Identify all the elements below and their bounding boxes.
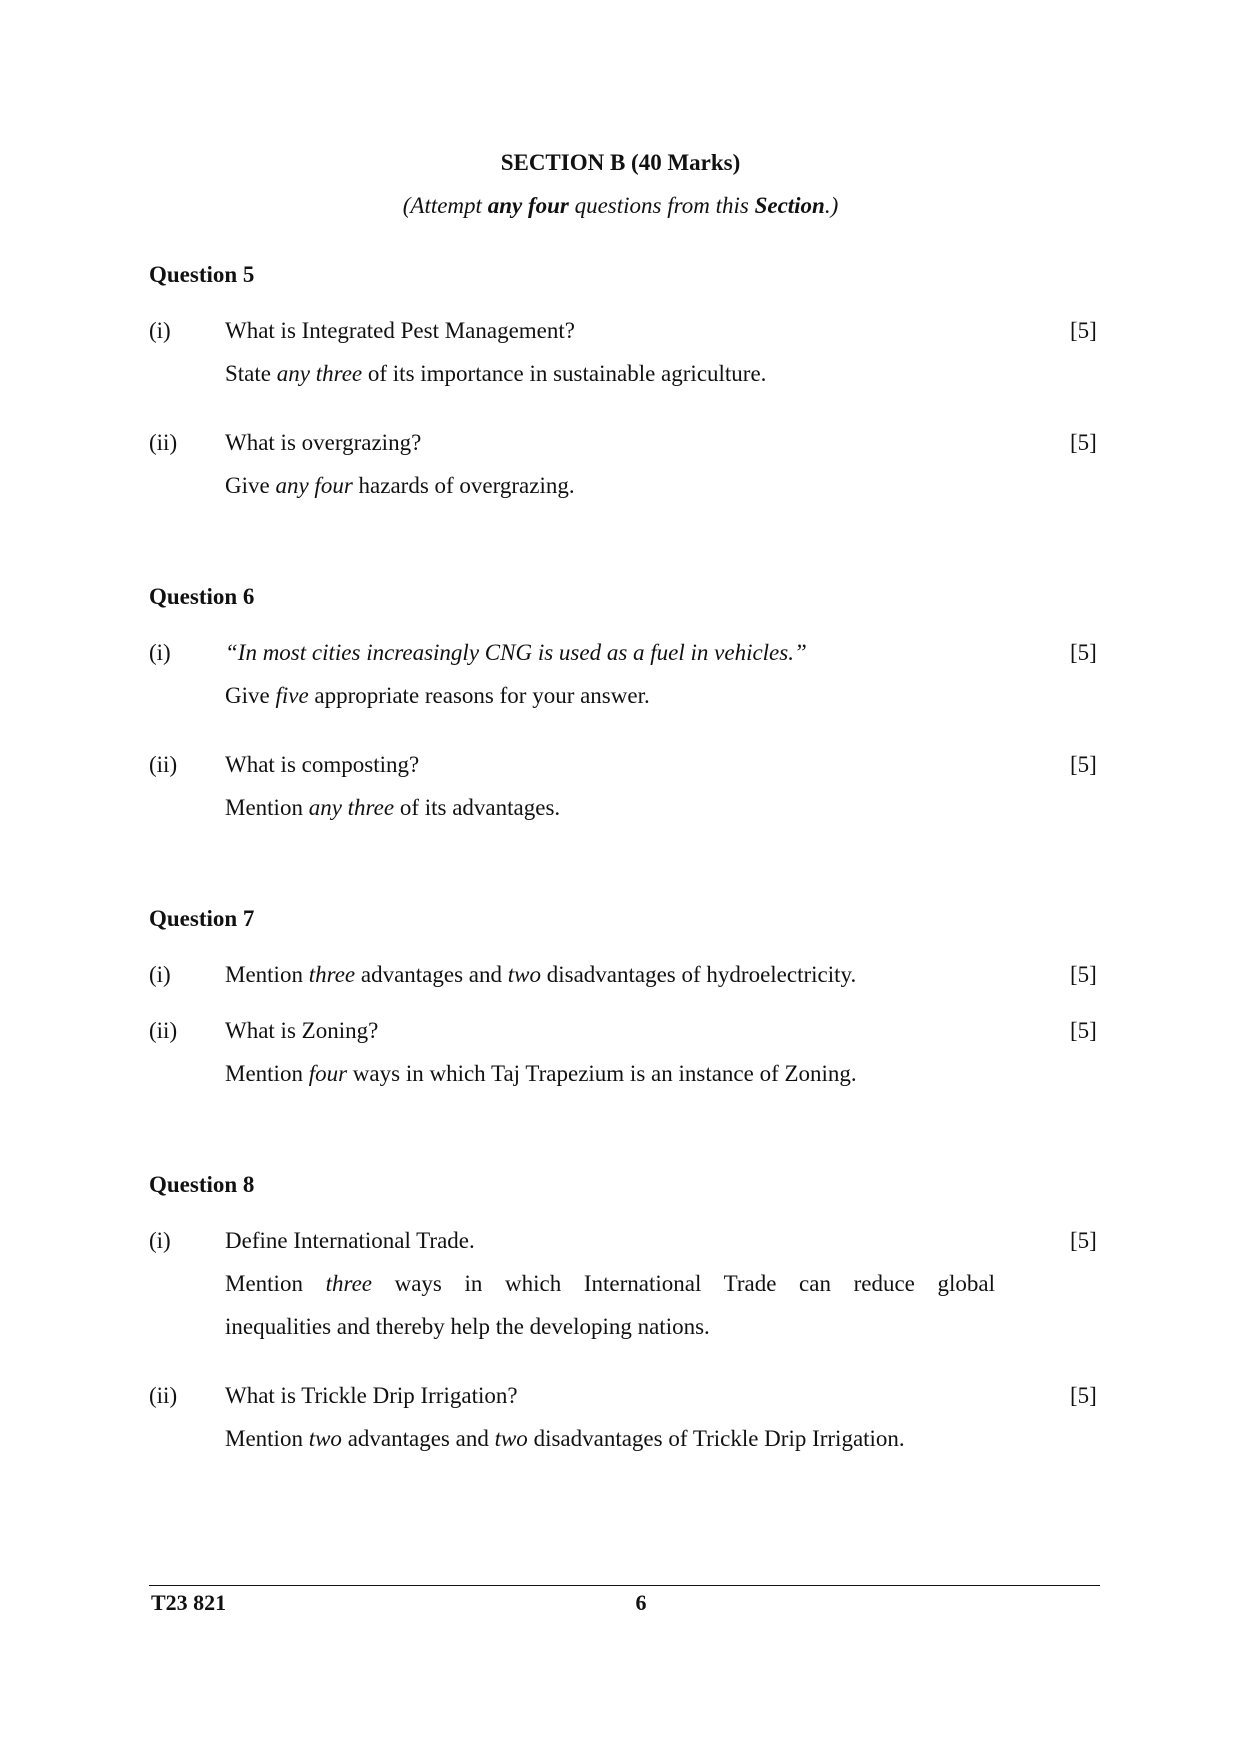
text-run: ways in which International Trade can reduce global <box>371 1271 995 1296</box>
question-8-part-i-number: (i) <box>149 1228 171 1253</box>
question-7-part-ii-marks: [5] <box>1070 1018 1097 1043</box>
text-run: Mention <box>225 1426 309 1451</box>
question-5-part-i-line-2 <box>225 361 766 387</box>
question-7-heading: Question 7 <box>149 906 255 931</box>
emphasis-run: two <box>494 1426 528 1451</box>
question-8-part-i-marks: [5] <box>1070 1228 1097 1253</box>
question-7-part-ii-line-1: What is Zoning? <box>225 1018 379 1043</box>
text-run: hazards of overgrazing. <box>352 473 575 498</box>
question-7-part-i-line-1 <box>225 962 856 988</box>
text-run: disadvantages of Trickle Drip Irrigation. <box>527 1426 905 1451</box>
emphasis-run: any three <box>276 361 363 386</box>
text-run: Mention <box>225 1271 326 1296</box>
instruction-bold-1: any four <box>487 193 569 218</box>
text-run: Mention <box>225 962 309 987</box>
text-run: Give <box>225 473 276 498</box>
question-5-part-ii-line-2 <box>225 473 575 499</box>
question-8-part-ii-number: (ii) <box>149 1383 178 1408</box>
question-7-part-ii-number: (ii) <box>149 1018 178 1043</box>
question-5-part-i-line-1: What is Integrated Pest Management? <box>225 318 575 343</box>
emphasis-run: any four <box>275 473 353 498</box>
emphasis-run: three <box>325 1271 372 1296</box>
section-title: SECTION B (40 Marks) <box>500 150 741 175</box>
page-number: 6 <box>635 1590 647 1615</box>
text-run: of its advantages. <box>394 795 561 820</box>
question-5-part-ii-marks: [5] <box>1070 430 1097 455</box>
text-run: Give <box>225 683 276 708</box>
emphasis-run: two <box>507 962 541 987</box>
text-run: ways in which Taj Trapezium is an instance of Zoning. <box>347 1061 857 1086</box>
emphasis-run: three <box>308 962 356 987</box>
question-6-part-ii-line-2 <box>225 795 560 821</box>
question-5-part-ii-number: (ii) <box>149 430 178 455</box>
question-6-part-i-marks: [5] <box>1070 640 1097 665</box>
question-5-part-ii-line-1: What is overgrazing? <box>225 430 422 455</box>
instruction-text-3: .) <box>824 193 839 218</box>
instruction-text-2: questions from this <box>568 193 755 218</box>
text-run: Mention <box>225 795 309 820</box>
text-run: advantages and <box>341 1426 495 1451</box>
emphasis-run: five <box>275 683 309 708</box>
question-6-part-i-line-1: “In most cities increasingly CNG is used as a fuel in vehicles.” <box>225 640 807 665</box>
question-8-part-ii-line-1: What is Trickle Drip Irrigation? <box>225 1383 518 1408</box>
question-5-heading: Question 5 <box>149 262 255 287</box>
question-5-part-i-marks: [5] <box>1070 318 1097 343</box>
question-7-part-ii-line-2 <box>225 1061 857 1087</box>
instruction-bold-2: Section <box>754 193 825 218</box>
question-6-part-i-number: (i) <box>149 640 171 665</box>
emphasis-run: any three <box>308 795 395 820</box>
question-8-part-i-line-1: Define International Trade. <box>225 1228 475 1253</box>
question-8-part-ii-marks: [5] <box>1070 1383 1097 1408</box>
instruction-text-1: (Attempt <box>402 193 488 218</box>
question-8-part-i-line-3: inequalities and thereby help the developing nations. <box>225 1314 710 1339</box>
text-run: appropriate reasons for your answer. <box>308 683 650 708</box>
text-run: advantages and <box>355 962 508 987</box>
question-6-part-ii-number: (ii) <box>149 752 178 777</box>
text-run: Mention <box>225 1061 309 1086</box>
question-5-part-i-number: (i) <box>149 318 171 343</box>
text-run: disadvantages of hydroelectricity. <box>540 962 857 987</box>
question-8-heading: Question 8 <box>149 1172 255 1197</box>
question-6-heading: Question 6 <box>149 584 255 609</box>
question-6-part-i-line-2 <box>225 683 650 709</box>
footer-divider <box>149 1585 1100 1586</box>
question-6-part-ii-line-1: What is composting? <box>225 752 420 777</box>
text-run: State <box>225 361 277 386</box>
emphasis-run: two <box>308 1426 342 1451</box>
question-7-part-i-number: (i) <box>149 962 171 987</box>
question-7-part-i-marks: [5] <box>1070 962 1097 987</box>
text-run: of its importance in sustainable agriculture. <box>362 361 767 386</box>
question-6-part-ii-marks: [5] <box>1070 752 1097 777</box>
paper-code: T23 821 <box>151 1590 227 1615</box>
question-8-part-i-line-2 <box>225 1271 995 1297</box>
section-instruction <box>0 193 1241 219</box>
emphasis-run: four <box>308 1061 348 1086</box>
question-8-part-ii-line-2 <box>225 1426 905 1452</box>
